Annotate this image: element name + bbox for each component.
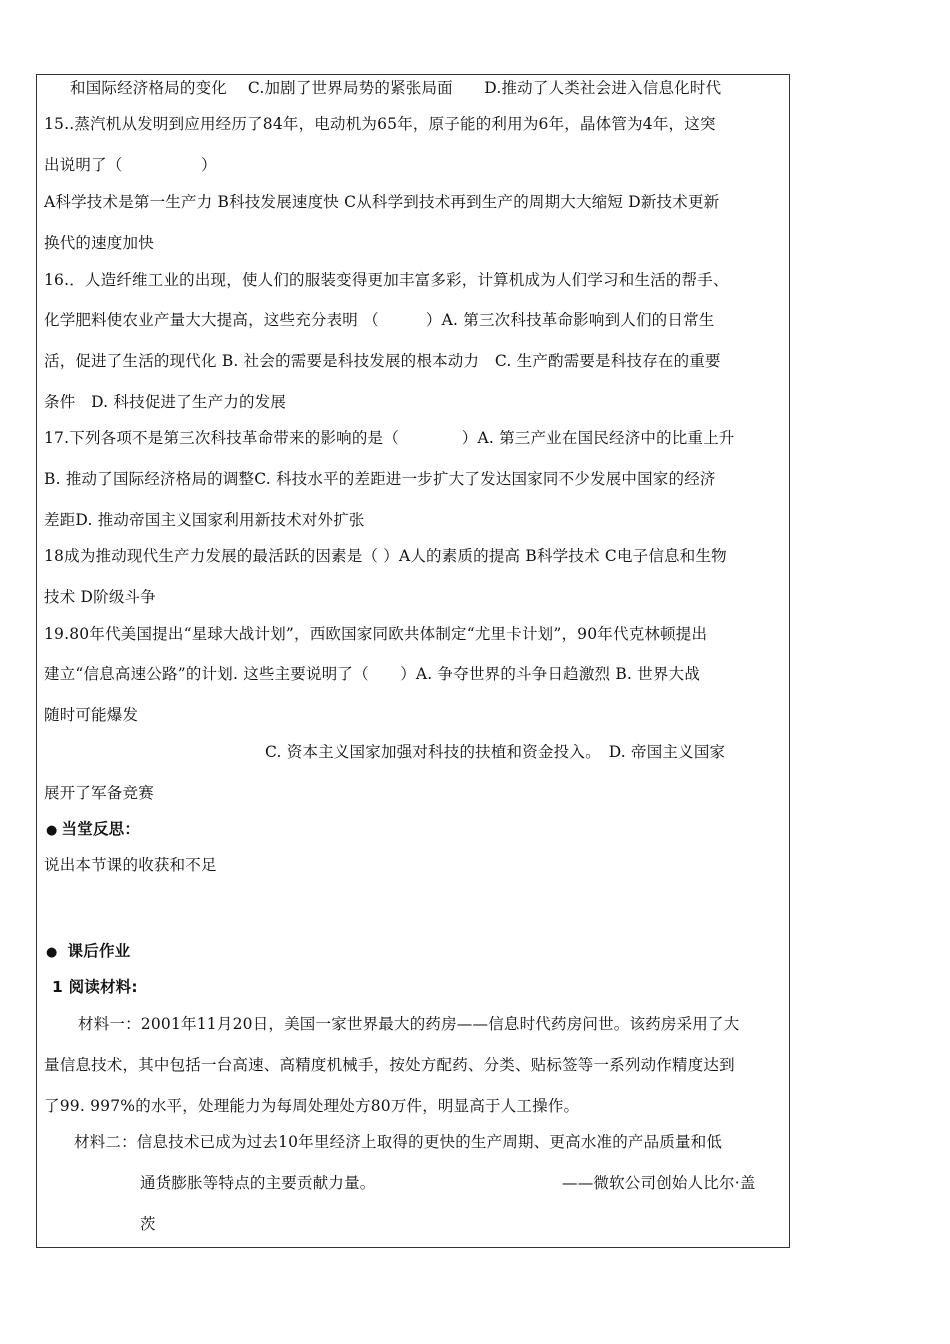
bullet-icon: ● xyxy=(46,823,58,838)
text-line: 出说明了（ ） xyxy=(44,156,217,174)
text-line: 通货膨胀等特点的主要贡献力量。 xyxy=(140,1174,376,1192)
text-line: 差距D. 推动帝国主义国家利用新技术对外扩张 xyxy=(44,511,365,529)
homework-heading xyxy=(46,941,130,963)
text-line: A科学技术是第一生产力 B科技发展速度快 C从科学到技术再到生产的周期大大缩短 D新技术更新 xyxy=(44,193,720,211)
reflection-heading-text: 当堂反思： xyxy=(61,820,141,838)
question-18: 18成为推动现代生产力发展的最活跃的因素是（ ）A人的素质的提高 B科学技术 C电子信息和生物 xyxy=(44,547,727,565)
text-line: 了99. 997%的水平，处理能力为每周处理处方80万件，明显高于人工操作。 xyxy=(44,1097,580,1115)
question-19: 19.80年代美国提出“星球大战计划”，西欧国家同欧共体制定“尤里卡计划”，90年代克林顿提出 xyxy=(44,625,708,643)
text-line: B. 推动了国际经济格局的调整C. 科技水平的差距进一步扩大了发达国家同不少发展中国家的经济 xyxy=(44,470,716,488)
text-line: C. 资本主义国家加强对科技的扶植和资金投入。 D. 帝国主义国家 xyxy=(265,743,726,761)
reflection-prompt: 说出本节课的收获和不足 xyxy=(44,856,217,874)
reflection-heading xyxy=(46,819,140,841)
text-line: 建立“信息高速公路”的计划. 这些主要说明了（ ）A. 争夺世界的斗争日趋激烈 B. 世界大战 xyxy=(44,665,701,683)
question-17: 17.下列各项不是第三次科技革命带来的影响的是（ ）A. 第三产业在国民经济中的比重上升 xyxy=(44,429,735,447)
homework-heading-text: 课后作业 xyxy=(67,942,131,960)
text-line: 随时可能爆发 xyxy=(44,706,139,724)
text-line: 茨 xyxy=(140,1215,156,1233)
reading-heading: 1 阅读材料: xyxy=(52,978,138,996)
material-two: 材料二：信息技术已成为过去10年里经济上取得的更快的生产周期、更高水准的产品质量和低 xyxy=(74,1133,723,1151)
quote-attribution: ——微软公司创始人比尔·盖 xyxy=(562,1174,756,1192)
text-line: 换代的速度加快 xyxy=(44,234,154,252)
text-line: 条件 D. 科技促进了生产力的发展 xyxy=(44,393,287,411)
text-line: 活，促进了生活的现代化 B. 社会的需要是科技发展的根本动力 C. 生产酌需要是科技存在的重要 xyxy=(44,352,721,370)
question-16: 16.．人造纤维工业的出现，使人们的服装变得更加丰富多彩，计算机成为人们学习和生活的帮手、 xyxy=(44,271,729,289)
text-line: 化学肥料使农业产量大大提高，这些充分表明 （ ）A. 第三次科技革命影响到人们的日常生 xyxy=(44,311,715,329)
question-15: 15..蒸汽机从发明到应用经历了84年，电动机为65年，原子能的利用为6年，晶体管为4年，这突 xyxy=(44,115,716,133)
text-line: 技术 D阶级斗争 xyxy=(44,588,156,606)
material-one: 材料一：2001年11月20日，美国一家世界最大的药房——信息时代药房问世。该药房采用了大 xyxy=(78,1015,740,1033)
text-line: 展开了军备竞赛 xyxy=(44,784,154,802)
text-line: 和国际经济格局的变化 C.加剧了世界局势的紧张局面 D.推动了人类社会进入信息化时代 xyxy=(70,79,722,97)
bullet-icon: ● xyxy=(46,945,58,960)
text-line: 量信息技术，其中包括一台高速、高精度机械手，按处方配药、分类、贴标签等一系列动作精度达到 xyxy=(44,1056,735,1074)
